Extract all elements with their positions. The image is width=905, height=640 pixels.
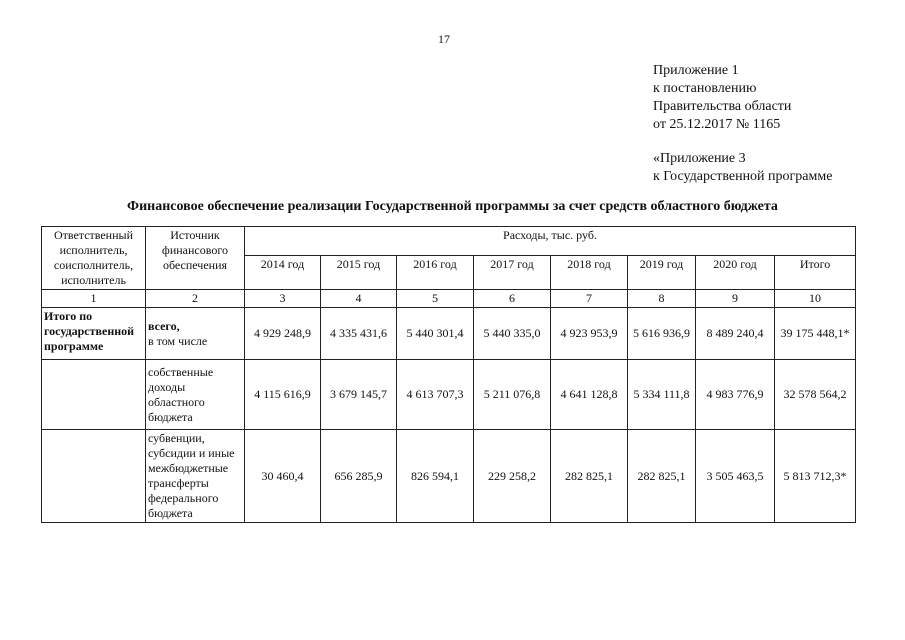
value-cell: 30 460,4 bbox=[245, 430, 321, 523]
value-cell: 4 929 248,9 bbox=[245, 308, 321, 360]
appendix-line: к постановлению bbox=[653, 81, 757, 96]
executor-cell: Итого по государственной программе bbox=[42, 308, 146, 360]
header-total: Итого bbox=[775, 256, 856, 290]
value-cell: 229 258,2 bbox=[474, 430, 551, 523]
value-cell: 3 505 463,5 bbox=[696, 430, 775, 523]
table-row bbox=[42, 308, 856, 360]
source-text: в том числе bbox=[148, 333, 208, 348]
value-cell: 4 115 616,9 bbox=[245, 360, 321, 430]
value-cell: 5 440 301,4 bbox=[397, 308, 474, 360]
executor-cell bbox=[42, 430, 146, 523]
value-cell: 4 983 776,9 bbox=[696, 360, 775, 430]
header-executor: Ответственный исполнитель, соисполнитель, исполнитель bbox=[42, 227, 146, 290]
value-cell: 5 440 335,0 bbox=[474, 308, 551, 360]
appendix-header bbox=[653, 62, 832, 186]
value-cell: 4 923 953,9 bbox=[551, 308, 628, 360]
column-number: 4 bbox=[321, 290, 397, 308]
value-cell: 8 489 240,4 bbox=[696, 308, 775, 360]
appendix-line: от 25.12.2017 № 1165 bbox=[653, 117, 781, 132]
value-cell: 5 813 712,3* bbox=[775, 430, 856, 523]
column-number: 1 bbox=[42, 290, 146, 308]
source-cell bbox=[146, 308, 245, 360]
document-title: Финансовое обеспечение реализации Государственной программы за счет средств областного бюджета bbox=[127, 199, 778, 214]
column-number: 9 bbox=[696, 290, 775, 308]
source-bold: всего, bbox=[148, 318, 180, 333]
column-number: 5 bbox=[397, 290, 474, 308]
table-row bbox=[42, 360, 856, 430]
header-year: 2016 год bbox=[397, 256, 474, 290]
header-year: 2020 год bbox=[696, 256, 775, 290]
header-year: 2015 год bbox=[321, 256, 397, 290]
page-number: 17 bbox=[438, 32, 450, 46]
value-cell: 656 285,9 bbox=[321, 430, 397, 523]
value-cell: 5 334 111,8 bbox=[628, 360, 696, 430]
value-cell: 282 825,1 bbox=[628, 430, 696, 523]
header-source: Источник финансового обеспечения bbox=[146, 227, 245, 290]
source-cell: субвенции, субсидии и иные межбюджетные трансферты федерального бюджета bbox=[146, 430, 245, 523]
appendix-line: Приложение 1 bbox=[653, 63, 739, 78]
header-expenses: Расходы, тыс. руб. bbox=[245, 227, 856, 256]
value-cell: 3 679 145,7 bbox=[321, 360, 397, 430]
appendix-line: к Государственной программе bbox=[653, 169, 833, 184]
value-cell: 5 616 936,9 bbox=[628, 308, 696, 360]
value-cell: 4 335 431,6 bbox=[321, 308, 397, 360]
table-row bbox=[42, 430, 856, 523]
header-year: 2017 год bbox=[474, 256, 551, 290]
column-number: 7 bbox=[551, 290, 628, 308]
column-number: 6 bbox=[474, 290, 551, 308]
value-cell: 826 594,1 bbox=[397, 430, 474, 523]
financing-table bbox=[41, 226, 856, 523]
source-cell: собственные доходы областного бюджета bbox=[146, 360, 245, 430]
value-cell: 4 613 707,3 bbox=[397, 360, 474, 430]
value-cell: 32 578 564,2 bbox=[775, 360, 856, 430]
appendix-line: Правительства области bbox=[653, 99, 792, 114]
value-cell: 4 641 128,8 bbox=[551, 360, 628, 430]
column-number: 2 bbox=[146, 290, 245, 308]
value-cell: 5 211 076,8 bbox=[474, 360, 551, 430]
column-number: 3 bbox=[245, 290, 321, 308]
appendix-line: «Приложение 3 bbox=[653, 151, 746, 166]
value-cell: 39 175 448,1* bbox=[775, 308, 856, 360]
value-cell: 282 825,1 bbox=[551, 430, 628, 523]
header-year: 2014 год bbox=[245, 256, 321, 290]
column-number: 10 bbox=[775, 290, 856, 308]
header-year: 2018 год bbox=[551, 256, 628, 290]
column-number: 8 bbox=[628, 290, 696, 308]
executor-cell bbox=[42, 360, 146, 430]
header-year: 2019 год bbox=[628, 256, 696, 290]
